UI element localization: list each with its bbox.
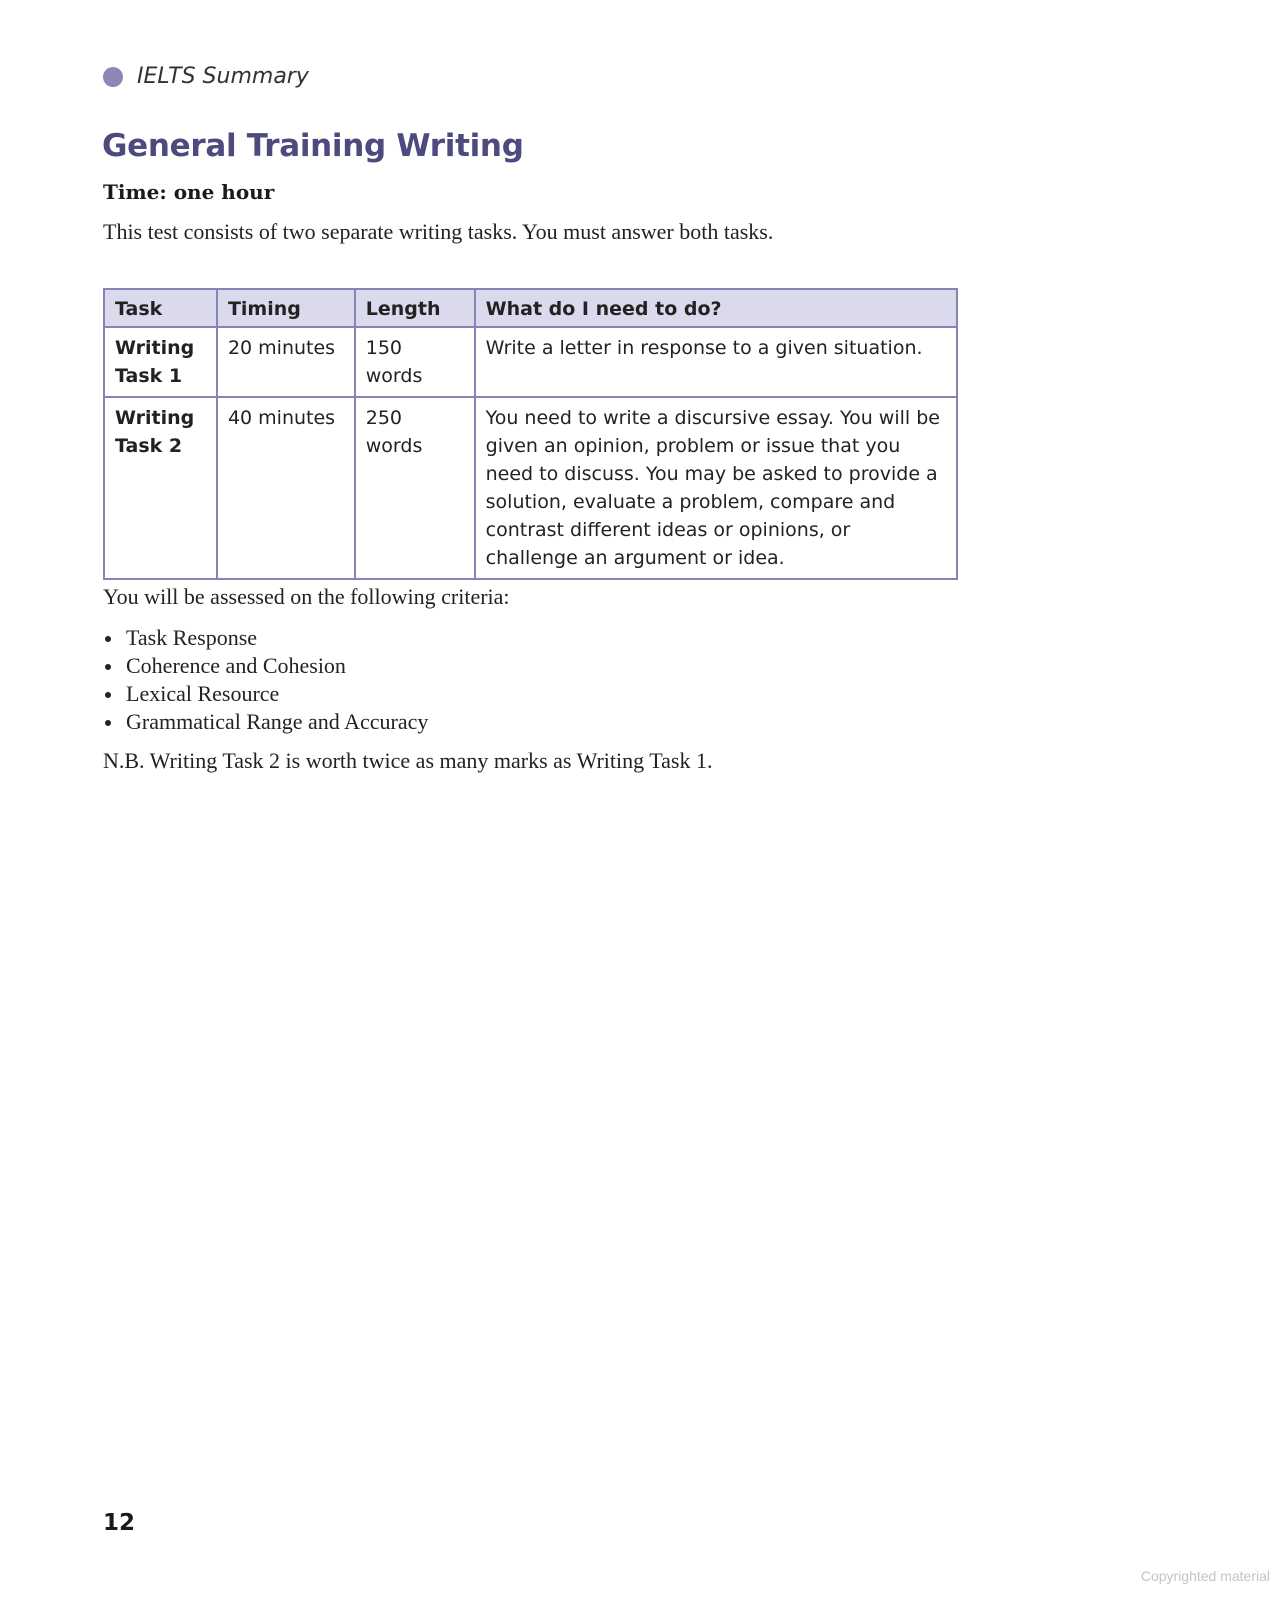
criterion-label: Grammatical Range and Accuracy: [126, 709, 429, 734]
bullet-icon: [105, 692, 111, 698]
table-row: [104, 397, 957, 579]
bullet-icon: [105, 664, 111, 670]
table-row: [104, 327, 957, 397]
task-length: 150 words: [355, 327, 475, 397]
task-name: Writing Task 2: [104, 397, 217, 579]
header-length: Length: [355, 289, 475, 327]
task-timing: 20 minutes: [217, 327, 355, 397]
criterion-label: Coherence and Cohesion: [126, 653, 346, 678]
tasks-table: [103, 288, 958, 580]
task-name: Writing Task 1: [104, 327, 217, 397]
header-task: Task: [104, 289, 217, 327]
note-text: N.B. Writing Task 2 is worth twice as many marks as Writing Task 1.: [103, 748, 713, 773]
section-bullet-icon: [103, 67, 123, 87]
page-number: 12: [103, 1510, 136, 1536]
criterion-label: Task Response: [126, 625, 258, 650]
table-header-row: [104, 289, 957, 327]
page-title: General Training Writing: [102, 128, 524, 164]
list-item: [103, 708, 428, 736]
header-timing: Timing: [217, 289, 355, 327]
task-timing: 40 minutes: [217, 397, 355, 579]
bullet-icon: [105, 636, 111, 642]
bullet-icon: [105, 720, 111, 726]
criterion-label: Lexical Resource: [126, 681, 280, 706]
list-item: [103, 624, 428, 652]
time-info: Time: one hour: [103, 180, 275, 204]
task-length: 250 words: [355, 397, 475, 579]
task-description: You need to write a discursive essay. You will be given an opinion, problem or issue that you need to discuss. You may be asked to provide a solution, evaluate a problem, compare and contrast different ideas or opinions, or challenge an argument or idea.: [475, 397, 957, 579]
section-header: [103, 64, 309, 89]
criteria-intro: You will be assessed on the following criteria:: [103, 584, 510, 609]
task-description: Write a letter in response to a given situation.: [475, 327, 957, 397]
criteria-list: [103, 624, 428, 736]
header-description: What do I need to do?: [475, 289, 957, 327]
section-label: IELTS Summary: [137, 64, 309, 89]
list-item: [103, 652, 428, 680]
list-item: [103, 680, 428, 708]
watermark-text: Copyrighted material: [1140, 1568, 1270, 1584]
intro-paragraph: This test consists of two separate writing tasks. You must answer both tasks.: [103, 219, 774, 244]
